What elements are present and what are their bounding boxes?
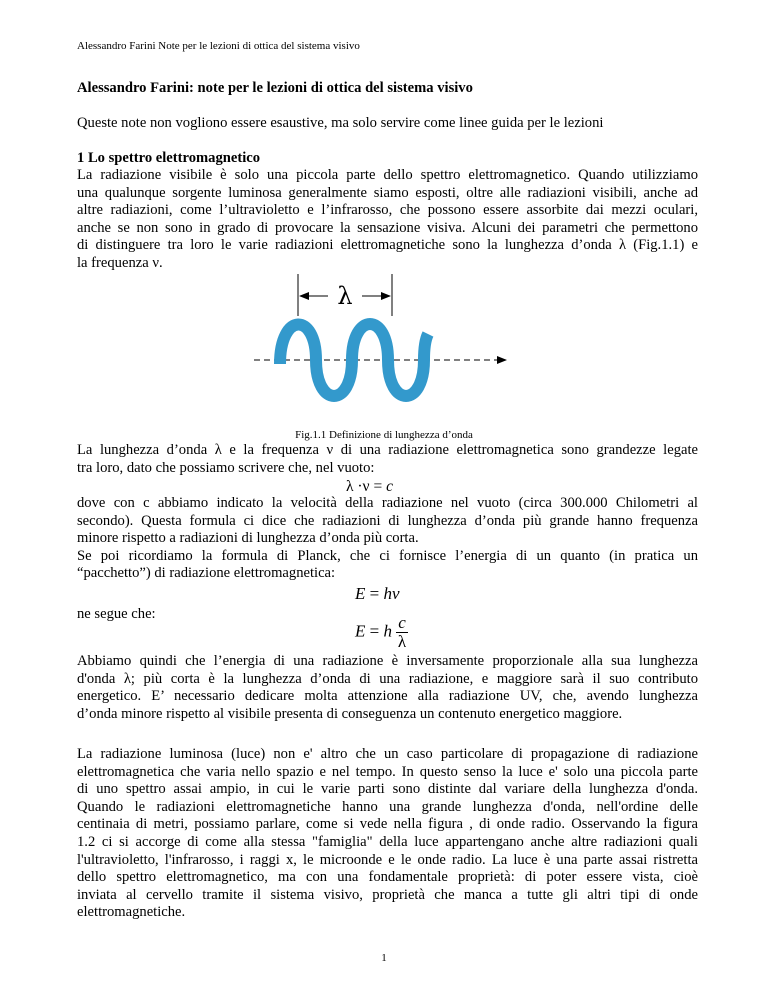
- lambda-label: λ: [337, 282, 353, 310]
- figure-caption: Fig.1.1 Definizione di lunghezza d’onda: [295, 429, 473, 441]
- fraction: $\frac{c}{\lambda}$: [397, 613, 407, 651]
- paragraph-4: ne segue che:: [77, 606, 156, 622]
- page-number: 1: [381, 952, 387, 964]
- paragraph-3: dove con c abbiamo indicato la velocità della radiazione nel vuoto (circa 300.000 Chilometri al secondo). Questa formula ci dice che radiazioni di lunghezza d’onda più grande hanno frequenza minore rispetto a radiazioni di lunghezza d’onda più corta. Se poi ricordiamo la formula di Planck, che ci fornisce l’energia di un quanto (in pratica un “pacchetto”) di radiazione elettromagnetica:: [77, 495, 698, 582]
- equation-1: λ ·ν = c: [346, 478, 393, 495]
- paragraph-5: Abbiamo quindi che l’energia di una radiazione è inversamente proporzionale alla sua lunghezza d'onda λ; più corta è la lunghezza d’onda di una radiazione, e maggiore sarà il suo contributo energetico. E’ necessario dedicare molta attenzione alla radiazione UV, che, avendo lunghezza d’onda minore rispetto al visibile presenta di conseguenza un contenuto energetico maggiore.: [77, 653, 698, 722]
- equation-2: E = hν: [355, 584, 400, 603]
- intro-text: Queste note non vogliono essere esaustive, ma solo servire come linee guida per le lezioni: [77, 115, 604, 131]
- paragraph-1: La radiazione visibile è solo una piccola parte dello spettro elettromagnetico. Quando utilizziamo una qualunque sorgente luminosa generalmente siamo esposti, oltre alle radiazioni visibili, anche ad altre radiazioni, come l’ultravioletto e l’infrarosso, che possono essere assorbite dai mezzi oculari, anche se non sono in grado di provocare la sensazione visiva. Alcuni dei parametri che permettono di distinguere tra loro le varie radiazioni elettromagnetiche sono la lunghezza d’onda λ (Fig.1.1) e la frequenza ν.: [77, 167, 698, 271]
- equation-3: E = h $\frac{c}{\lambda}$: [355, 613, 407, 651]
- document-title: Alessandro Farini: note per le lezioni di ottica del sistema visivo: [77, 80, 473, 96]
- wavelength-figure: [250, 272, 530, 420]
- paragraph-2: La lunghezza d’onda λ e la frequenza ν di una radiazione elettromagnetica sono grandezze legate tra loro, dato che possiamo scrivere che, nel vuoto:: [77, 442, 698, 476]
- running-header: Alessandro Farini Note per le lezioni di ottica del sistema visivo: [77, 40, 360, 52]
- paragraph-6: La radiazione luminosa (luce) non e' altro che un caso particolare di propagazione di radiazione elettromagnetica che varia nello spazio e nel tempo. In questo senso la luce e' solo una piccola parte di uno spettro assai ampio, in cui le varie parti sono distinte dal variare della lunghezza d'onda. Quando le radiazioni elettromagnetiche hanno una grande lunghezza d'onda, nell'ordine delle centinaia di metri, possiamo parlare, come si vede nella figura , di onde radio. Osservando la figura 1.2 ci si accorge di come alla stessa "famiglia" della luce appartengano anche altre radiazioni quali l'ultravioletto, l'infrarosso, i raggi x, le microonde e le onde radio. La luce è una parte assai ristretta dello spettro elettromagnetico, ma con una fondamentale proprietà: di poter essere vista, cioè inviata al cervello tramite il sistema visivo, proprietà che manca a tutte gli altri tipi di onde elettromagnetiche.: [77, 746, 698, 921]
- section-heading: 1 Lo spettro elettromagnetico: [77, 150, 261, 166]
